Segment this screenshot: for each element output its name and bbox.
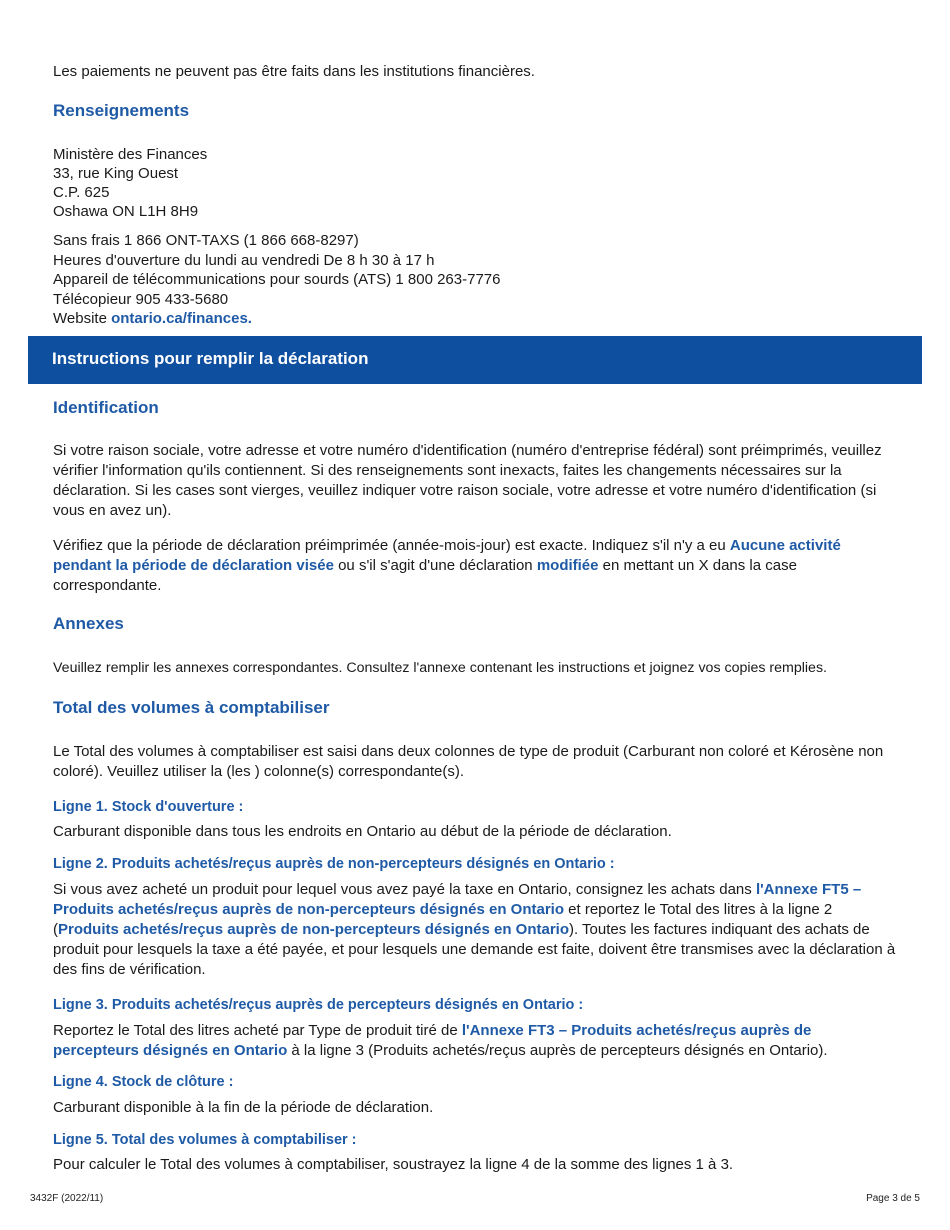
section-banner [28, 336, 922, 384]
fax-line: Télécopieur 905 433-5680 [53, 290, 229, 308]
page-number: Page 3 de 5 [866, 1193, 920, 1204]
contact-heading: Renseignements [53, 101, 190, 120]
annexes-heading: Annexes [53, 614, 124, 633]
text-run: en mettant un X dans la case correspondante. [53, 557, 797, 594]
line3-text [53, 1021, 898, 1061]
hours-line: Heures d'ouverture du lundi au vendredi De 8 h 30 à 17 h [53, 251, 435, 269]
no-activity-term: Aucune activité pendant la période de déclaration visée [53, 537, 841, 574]
text-run: Vérifiez que la période de déclaration préimprimée (année-mois-jour) est exacte. Indiquez s'il n'y a eu [53, 537, 730, 554]
line5-text: Pour calculer le Total des volumes à comptabiliser, soustrayez la ligne 4 de la somme des lignes 1 à 3. [53, 1156, 734, 1173]
line3-title: Ligne 3. Produits achetés/reçus auprès de percepteurs désignés en Ontario : [53, 997, 584, 1013]
website-link[interactable]: ontario.ca/finances. [111, 310, 252, 327]
text-run: ). Toutes les factures indiquant des achats de produit pour lesquels la taxe a été payée, et pour lesquels une demande est faite, doivent être transmises avec la déclaration à des fins de vérification. [53, 921, 896, 978]
contact-details [53, 231, 898, 329]
website-label: Website [53, 310, 107, 327]
tty-line: Appareil de télécommunications pour sourds (ATS) 1 800 263-7776 [53, 271, 501, 288]
banner-title: Instructions pour remplir la déclaration [52, 349, 369, 368]
text-run: et reportez le Total des litres à la ligne 2 ( [53, 901, 833, 938]
annexes-paragraph: Veuillez remplir les annexes correspondantes. Consultez l'annexe contenant les instructions et joignez vos copies remplies. [53, 660, 827, 676]
website-line [53, 309, 898, 329]
text-run: Reportez le Total des litres acheté par Type de produit tiré de [53, 1022, 462, 1039]
identification-paragraph: Si votre raison sociale, votre adresse et votre numéro d'identification (numéro d'entreprise fédéral) sont préimprimés, veuillez vérifier l'information qu'ils contiennent. Si des renseignements sont inexacts, faites les changements nécessaires sur la déclaration. Si les cases sont vierges, veuillez indiquer votre raison sociale, votre adresse et votre numéro d'identification (si vous en avez un). [53, 442, 882, 519]
total-paragraph: Le Total des volumes à comptabiliser est saisi dans deux colonnes de type de produit (Carburant non coloré et Kérosène non coloré). Veuillez utiliser la (les ) colonne(s) correspondante(s). [53, 743, 884, 780]
amended-term: modifiée [536, 557, 599, 574]
schedule-ft3-ref: l'Annexe FT3 – Produits achetés/reçus auprès de percepteurs désignés en Ontario [53, 1022, 812, 1059]
text-run: Si vous avez acheté un produit pour lequel vous avez payé la taxe en Ontario, consignez les achats dans [53, 881, 756, 898]
text-run: à la ligne 3 (Produits achetés/reçus auprès de percepteurs désignés en Ontario). [287, 1042, 828, 1059]
period-paragraph [53, 536, 898, 596]
line2-title: Ligne 2. Produits achetés/reçus auprès de non-percepteurs désignés en Ontario : [53, 856, 615, 872]
contact-address [53, 145, 898, 222]
address-line: Oshawa ON L1H 8H9 [53, 203, 199, 220]
line1-title: Ligne 1. Stock d'ouverture : [53, 799, 244, 815]
line2-text [53, 880, 898, 980]
payment-note: Les paiements ne peuvent pas être faits dans les institutions financières. [53, 63, 535, 80]
address-line: Ministère des Finances [53, 146, 208, 163]
line2-ref: Produits achetés/reçus auprès de non-percepteurs désignés en Ontario [58, 921, 569, 938]
text-run: ou s'il s'agit d'une déclaration [333, 557, 537, 574]
form-id: 3432F (2022/11) [30, 1193, 104, 1204]
line5-title: Ligne 5. Total des volumes à comptabiliser : [53, 1132, 357, 1148]
line1-text: Carburant disponible dans tous les endroits en Ontario au début de la période de déclaration. [53, 823, 672, 840]
address-line: 33, rue King Ouest [53, 165, 179, 182]
line4-text: Carburant disponible à la fin de la période de déclaration. [53, 1099, 434, 1116]
identification-heading: Identification [53, 398, 159, 417]
total-heading: Total des volumes à comptabiliser [53, 698, 330, 717]
phone-line: Sans frais 1 866 ONT-TAXS (1 866 668-8297) [53, 232, 359, 249]
address-line: C.P. 625 [53, 184, 110, 201]
schedule-ft5-ref: l'Annexe FT5 – Produits achetés/reçus auprès de non-percepteurs désignés en Ontario [53, 881, 862, 918]
line4-title: Ligne 4. Stock de clôture : [53, 1074, 234, 1090]
